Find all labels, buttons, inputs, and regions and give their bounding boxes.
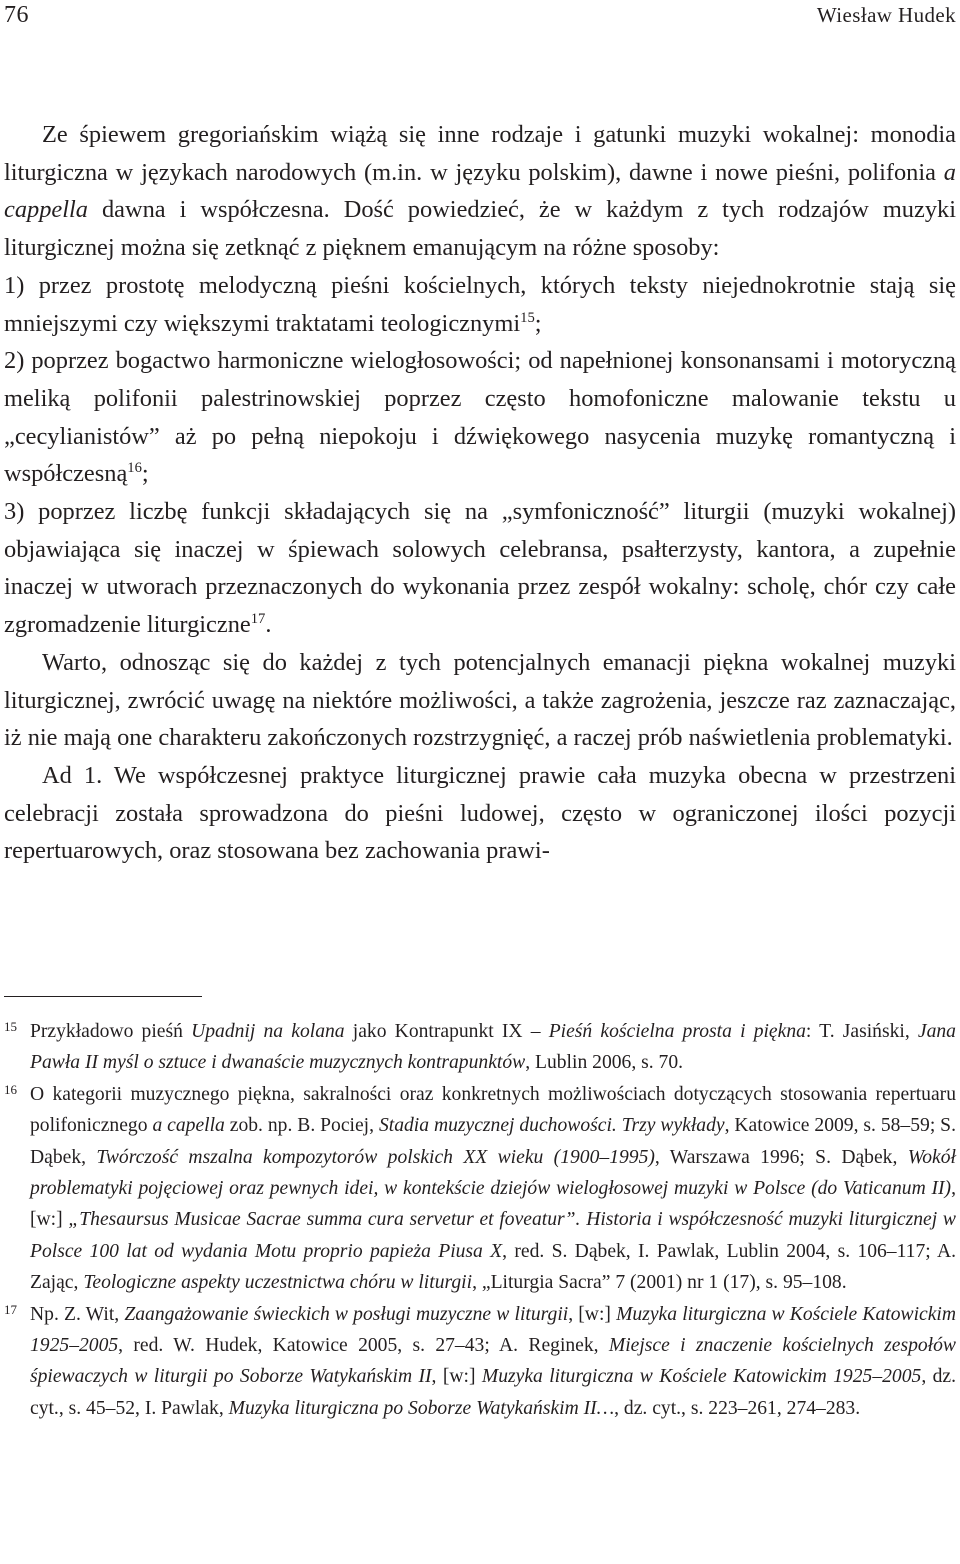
text-run: dawna i współczesna. Dość powiedzieć, że w każdym z tych rodzajów muzyki liturgicznej można się zetknąć z pięknem emanującym na różne sposoby: [4,196,956,262]
italic-text: Upadnij na kolana [191,1021,345,1042]
footnote-17 [4,1299,956,1425]
text-run: 2) poprzez bogactwo harmoniczne wielogłosowości; od napełnionej konsonansami i motoryczną meliką polifonii palestrinowskiej poprzez często homofoniczne malowanie tekstu u „cecylianistów” aż po pełną niepokoju i dźwiękowego nasycenia muzykę romantyczną i współczesną [4,347,956,488]
italic-text: Pieśń kościelna prosta i piękna [548,1021,806,1042]
italic-text: Muzyka liturgiczna w Kościele Katowickim 1925–2005 [30,1303,956,1357]
footnote-17-text [30,1304,956,1419]
paragraph-point-1 [4,267,956,342]
italic-text: Miejsce i znaczenie kościelnych zespołów śpiewaczych w liturgii po Soborze Watykańskim II [30,1335,956,1388]
text-run: Warto, odnosząc się do każdej z tych potencjalnych emanacji piękna wokalnej muzyki liturgicznej, zwrócić uwagę na niektóre możliwości, a także zagrożenia, jeszcze raz zaznaczając, iż nie mają one charakteru zakończonych rozstrzygnięć, a raczej prób naświetlenia problematyki. [4,648,956,752]
footnote-reference: 16 [127,460,142,477]
italic-text: a cappella [4,158,956,224]
paragraph-point-3 [4,493,956,644]
text-run: Ze śpiewem gregoriańskim wiążą się inne rodzaje i gatunki muzyki wokalnej: monodia liturgiczna w językach narodowych (m.in. w języku polskim), dawne i nowe pieśni, polifonia [4,121,956,186]
paragraph-intro [4,116,956,267]
italic-text: Zaangażowanie świeckich w posługi muzyczne w liturgii [124,1303,569,1325]
footnote-15-text [30,1021,956,1073]
text-run: : T. Jasiński, [805,1021,918,1042]
footnote-16-text [30,1084,956,1293]
running-author: Wiesław Hudek [816,3,956,27]
text-run: Np. Z. Wit, [30,1303,125,1325]
paragraph-warto [4,644,956,757]
text-run: Ad 1. We współczesnej praktyce liturgicznej prawie cała muzyka obecna w przestrzeni celebracji została sprowadzona do pieśni ludowej, często w ograniczonej ilości pozycji repertuarowych, oraz stosowana bez zachowania prawi- [4,761,956,865]
italic-text: Wokół problematyki pojęciowej oraz pewnych idei, w kontekście dziejów wielogłosowej muzyki w Polsce (do Vaticanum II) [30,1146,956,1200]
italic-text: Jana Pawła II myśl o sztuce i dwanaście muzycznych kontrapunktów [30,1021,956,1074]
text-run: O kategorii muzycznego piękna, sakralności oraz konkretnych możliwościach dotyczących stosowania repertuaru polifonicznego [30,1083,956,1137]
page-number: 76 [4,2,29,28]
text-run: , dz. cyt., s. 223–261, 274–283. [614,1397,861,1419]
footnote-marker-16: 16 [4,1081,17,1097]
text-run: , [w:] [568,1303,617,1325]
text-run: , [w:] [30,1178,956,1231]
text-run: ; [141,460,149,488]
footnote-separator [4,996,202,997]
paragraph-point-2 [4,342,956,493]
italic-text: „Thesaursus Musicae Sacrae summa cura servetur et foveatur”. Historia i współczesność muzyki liturgicznej w Polsce 100 lat od wydania Motu proprio papieża Piusa X [30,1209,956,1262]
text-run: , Lublin 2006, s. 70. [525,1052,684,1074]
italic-text: Muzyka liturgiczna w Kościele Katowickim 1925–2005 [481,1366,922,1388]
text-run: , dz. cyt., s. 45–52, I. Pawlak, [30,1366,956,1419]
italic-text: Stadia muzycznej duchowości. Trzy wykłady [378,1115,725,1137]
text-run: , „Liturgia Sacra” 7 (2001) nr 1 (17), s. 95–108. [472,1272,847,1294]
text-run: , [w:] [431,1366,482,1388]
text-run: ; [534,309,542,337]
running-header [0,0,960,40]
footnote-marker-17: 17 [4,1301,17,1317]
text-run: jako Kontrapunkt IX – [344,1021,549,1042]
italic-text: Twórczość mszalna kompozytorów polskich XX wieku (1900–1995) [96,1146,655,1168]
paragraph-ad-1 [4,757,956,870]
footnote-reference: 17 [250,611,266,628]
text-run: 3) poprzez liczbę funkcji składających się na „symfoniczność” liturgii (muzyki wokalnej) objawiająca się inaczej w śpiewach solowych celebransa, psałterzysty, kantora, a zupełnie inaczej w utworach przeznaczonych do wykonania przez zespół wokalny: scholę, chór czy całe zgromadzenie liturgiczne [4,498,956,639]
text-run: , Warszawa 1996; S. Dąbek, [654,1146,908,1168]
footnotes [4,1016,956,1424]
italic-text: Muzyka liturgiczna po Soborze Watykańskim II… [228,1397,615,1419]
text-run: , Katowice 2009, s. 58–59; S. Dąbek, [30,1115,956,1168]
italic-text: Teologiczne aspekty uczestnictwa chóru w liturgii [83,1272,473,1294]
text-run: 1) przez prostotę melodyczną pieśni kościelnych, których teksty niejednokrotnie stają się mniejszymi czy większymi traktatami teologicznymi [4,271,956,337]
footnote-15 [4,1016,956,1079]
main-text [4,116,956,870]
text-run: , red. W. Hudek, Katowice 2005, s. 27–43; A. Reginek, [118,1335,609,1357]
text-run: . [265,611,272,639]
footnote-reference: 15 [520,309,535,326]
footnote-marker-15: 15 [4,1019,17,1034]
text-run: Przykładowo pieśń [30,1021,192,1042]
text-run: , red. S. Dąbek, I. Pawlak, Lublin 2004, s. 106–117; A. Zając, [30,1240,956,1294]
italic-text: a capella [152,1115,225,1137]
text-run: zob. np. B. Pociej, [224,1115,379,1137]
footnote-16 [4,1079,956,1299]
